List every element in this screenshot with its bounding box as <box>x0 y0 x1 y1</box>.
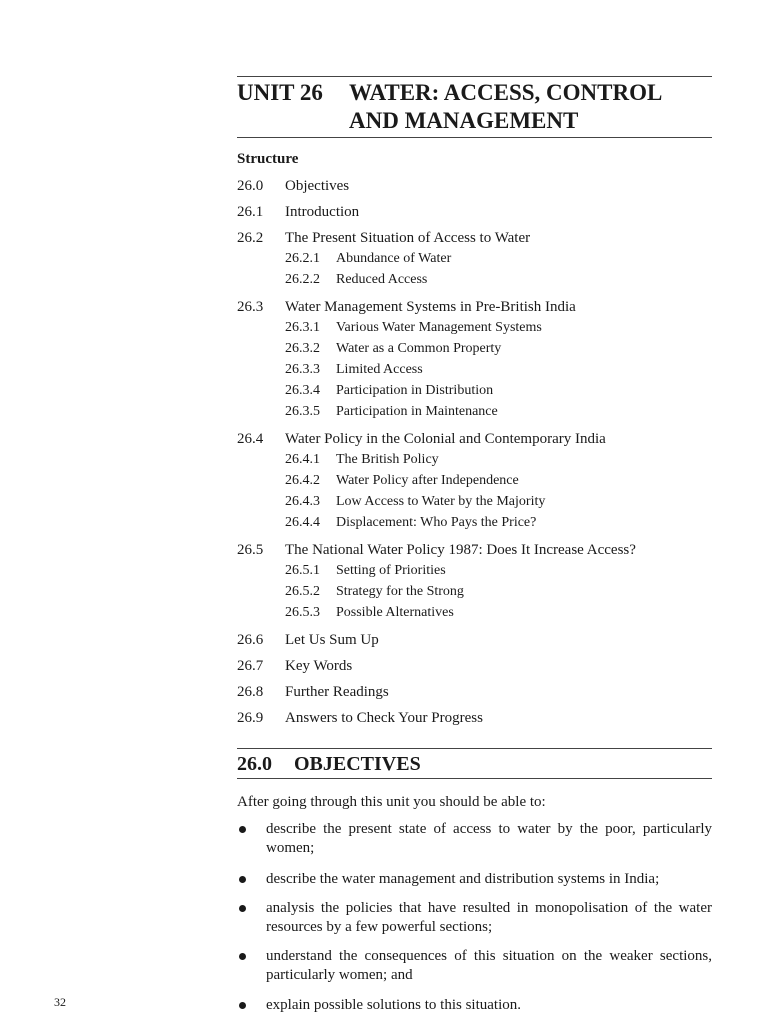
unit-number: UNIT 26 <box>237 80 323 105</box>
toc-number: 26.1 <box>237 204 264 220</box>
top-rule <box>237 76 712 77</box>
section-bottom-rule <box>237 778 712 779</box>
toc-number: 26.4.4 <box>285 515 320 530</box>
toc-number: 26.0 <box>237 178 264 194</box>
toc-entry <box>237 711 712 726</box>
section-number: 26.0 <box>237 753 272 775</box>
toc-title: The British Policy <box>336 452 439 467</box>
toc-number: 26.3 <box>237 299 264 315</box>
objective-text: describe the water management and distribution systems in India; <box>266 871 660 887</box>
toc-number: 26.2.1 <box>285 251 320 266</box>
toc-entry <box>237 659 712 674</box>
toc-title: Various Water Management Systems <box>336 320 542 335</box>
objectives-intro: After going through this unit you should be able to: <box>237 794 546 810</box>
toc-number: 26.3.4 <box>285 383 320 398</box>
toc-subentry <box>237 380 712 401</box>
toc-entry <box>237 432 712 447</box>
toc-title: Setting of Priorities <box>336 563 446 578</box>
toc-subentry <box>237 401 712 422</box>
toc-title: Water as a Common Property <box>336 341 502 356</box>
toc-entry <box>237 300 712 315</box>
toc-subentry <box>237 248 712 269</box>
toc-title: Strategy for the Strong <box>336 584 464 599</box>
objective-item <box>237 899 712 937</box>
toc-number: 26.5.2 <box>285 584 320 599</box>
toc-title: Key Words <box>285 658 353 674</box>
objective-item <box>237 996 712 1015</box>
toc-title: Let Us Sum Up <box>285 632 379 648</box>
page-number: 32 <box>54 995 66 1009</box>
toc-number: 26.5.3 <box>285 605 320 620</box>
objective-text: analysis the policies that have resulted in monopolisation of the water resources by a few powerful sections; <box>266 900 712 935</box>
toc-entry <box>237 231 712 246</box>
bullet-icon <box>239 905 246 912</box>
toc-subentry <box>237 338 712 359</box>
toc-title: Abundance of Water <box>336 251 452 266</box>
toc-title: Participation in Distribution <box>336 383 494 398</box>
toc-subentry <box>237 602 712 623</box>
toc-number: 26.4.1 <box>285 452 320 467</box>
toc-subentry <box>237 560 712 581</box>
toc-title: Possible Alternatives <box>336 605 454 620</box>
bullet-icon <box>239 826 246 833</box>
toc-title: Participation in Maintenance <box>336 404 498 419</box>
toc-title: Answers to Check Your Progress <box>285 710 483 726</box>
toc-number: 26.4.3 <box>285 494 320 509</box>
toc-number: 26.3.5 <box>285 404 320 419</box>
toc-entry <box>237 685 712 700</box>
toc-title: Water Policy after Independence <box>336 473 519 488</box>
toc-number: 26.2.2 <box>285 272 320 287</box>
toc-number: 26.3.3 <box>285 362 320 377</box>
toc-subentry <box>237 359 712 380</box>
bullet-icon <box>239 1002 246 1009</box>
toc-subentry <box>237 269 712 290</box>
toc-title: Further Readings <box>285 684 389 700</box>
title-bottom-rule <box>237 137 712 138</box>
unit-heading-line-1: WATER: ACCESS, CONTROL <box>349 80 663 105</box>
toc-number: 26.6 <box>237 632 264 648</box>
toc-subentry <box>237 491 712 512</box>
table-of-contents <box>237 179 712 726</box>
objective-item <box>237 870 712 889</box>
section-top-rule <box>237 748 712 749</box>
toc-subentry <box>237 449 712 470</box>
structure-label: Structure <box>237 151 299 167</box>
unit-heading <box>349 79 712 135</box>
toc-number: 26.7 <box>237 658 264 674</box>
toc-title: The Present Situation of Access to Water <box>285 230 531 246</box>
toc-title: Water Policy in the Colonial and Contemporary India <box>285 431 606 447</box>
toc-number: 26.5.1 <box>285 563 320 578</box>
toc-entry <box>237 633 712 648</box>
toc-subentry <box>237 317 712 338</box>
objective-item <box>237 820 712 858</box>
toc-title: Water Management Systems in Pre-British India <box>285 299 576 315</box>
toc-number: 26.9 <box>237 710 264 726</box>
toc-title: The National Water Policy 1987: Does It Increase Access? <box>285 542 636 558</box>
objective-text: explain possible solutions to this situation. <box>266 997 521 1013</box>
toc-title: Reduced Access <box>336 272 428 287</box>
toc-title: Limited Access <box>336 362 423 377</box>
toc-subentry <box>237 581 712 602</box>
toc-number: 26.3.2 <box>285 341 320 356</box>
toc-title: Low Access to Water by the Majority <box>336 494 546 509</box>
toc-number: 26.2 <box>237 230 264 246</box>
toc-entry <box>237 205 712 220</box>
toc-number: 26.5 <box>237 542 264 558</box>
toc-subentry <box>237 512 712 533</box>
toc-entry <box>237 543 712 558</box>
bullet-icon <box>239 953 246 960</box>
toc-title: Objectives <box>285 178 350 194</box>
objective-text: describe the present state of access to water by the poor, particularly women; <box>266 821 712 856</box>
toc-number: 26.8 <box>237 684 264 700</box>
toc-subentry <box>237 470 712 491</box>
objective-text: understand the consequences of this situation on the weaker sections, particularly women; and <box>266 948 712 983</box>
section-title: OBJECTIVES <box>294 753 421 775</box>
section-heading <box>237 753 421 775</box>
toc-number: 26.4 <box>237 431 264 447</box>
bullet-icon <box>239 876 246 883</box>
toc-title: Introduction <box>285 204 360 220</box>
objective-item <box>237 947 712 985</box>
toc-entry <box>237 179 712 194</box>
toc-number: 26.3.1 <box>285 320 320 335</box>
toc-title: Displacement: Who Pays the Price? <box>336 515 537 530</box>
unit-heading-line-2: AND MANAGEMENT <box>349 108 579 133</box>
toc-number: 26.4.2 <box>285 473 320 488</box>
